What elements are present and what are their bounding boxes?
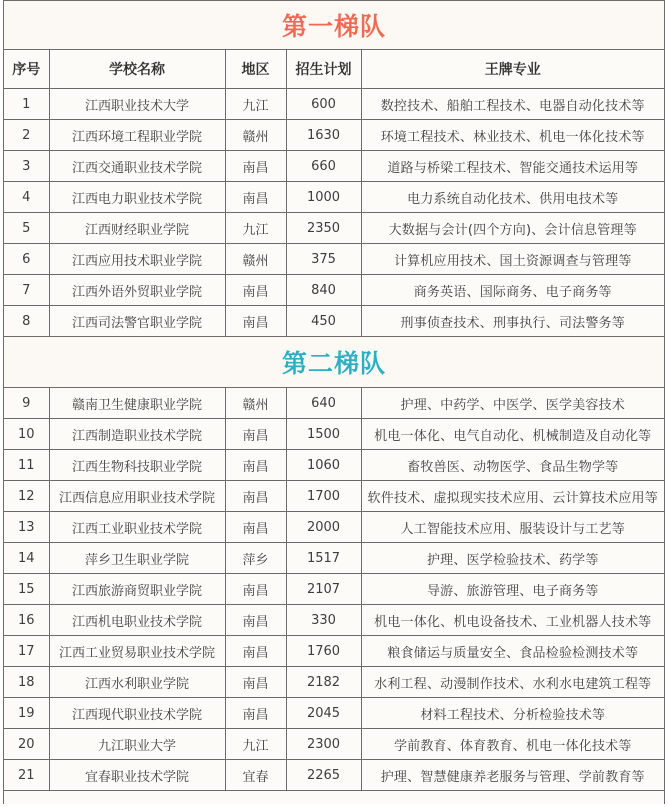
cell-enrollment: 375: [286, 244, 361, 275]
cell-region: 南昌: [225, 306, 286, 337]
cell-enrollment: 1517: [286, 543, 361, 574]
table-row: [4, 481, 664, 512]
cell-school: 江西财经职业学院: [49, 213, 225, 244]
cell-region: 南昌: [225, 419, 286, 450]
cell-school: 江西职业技术大学: [49, 89, 225, 120]
col-header-enrollment: 招生计划: [286, 50, 361, 89]
cell-index: 10: [4, 419, 49, 450]
cell-school: 江西机电职业技术学院: [49, 605, 225, 636]
cell-enrollment: 330: [286, 605, 361, 636]
table-row: [4, 543, 664, 574]
cell-major: 护理、中药学、中医学、医学美容技术: [361, 388, 664, 419]
cell-enrollment: 840: [286, 275, 361, 306]
cell-school: 江西电力职业技术学院: [49, 182, 225, 213]
cell-school: 江西司法警官职业学院: [49, 306, 225, 337]
cell-major: 大数据与会计(四个方向)、会计信息管理等: [361, 213, 664, 244]
cell-region: 赣州: [225, 388, 286, 419]
cell-enrollment: 1060: [286, 450, 361, 481]
cell-enrollment: 2350: [286, 213, 361, 244]
cell-enrollment: 1760: [286, 636, 361, 667]
cell-index: 9: [4, 388, 49, 419]
cell-school: 江西外语外贸职业学院: [49, 275, 225, 306]
cell-index: 4: [4, 182, 49, 213]
cell-school: 江西信息应用职业技术学院: [49, 481, 225, 512]
tier1-table: [4, 50, 664, 337]
table-row: [4, 512, 664, 543]
cell-major: 机电一体化、电气自动化、机械制造及自动化等: [361, 419, 664, 450]
cell-major: 机电一体化、机电设备技术、工业机器人技术等: [361, 605, 664, 636]
cell-major: 软件技术、虚拟现实技术应用、云计算技术应用等: [361, 481, 664, 512]
cell-major: 学前教育、体育教育、机电一体化技术等: [361, 729, 664, 760]
cell-major: 护理、医学检验技术、药学等: [361, 543, 664, 574]
tier2-title: 第二梯队: [281, 349, 386, 378]
cell-region: 南昌: [225, 605, 286, 636]
cell-region: 南昌: [225, 450, 286, 481]
cell-major: 材料工程技术、分析检验技术等: [361, 698, 664, 729]
cell-region: 南昌: [225, 636, 286, 667]
cell-major: 电力系统自动化技术、供用电技术等: [361, 182, 664, 213]
cell-school: 江西交通职业技术学院: [49, 151, 225, 182]
cell-major: 人工智能技术应用、服装设计与工艺等: [361, 512, 664, 543]
cell-enrollment: 640: [286, 388, 361, 419]
cell-major: 粮食储运与质量安全、食品检验检测技术等: [361, 636, 664, 667]
cell-index: 13: [4, 512, 49, 543]
cell-major: 护理、智慧健康养老服务与管理、学前教育等: [361, 760, 664, 791]
table-row: [4, 151, 664, 182]
cell-index: 11: [4, 450, 49, 481]
cell-region: 萍乡: [225, 543, 286, 574]
cell-major: 畜牧兽医、动物医学、食品生物学等: [361, 450, 664, 481]
cell-enrollment: 450: [286, 306, 361, 337]
cell-school: 江西制造职业技术学院: [49, 419, 225, 450]
table-row: [4, 574, 664, 605]
cell-index: 20: [4, 729, 49, 760]
cell-school: 江西应用技术职业学院: [49, 244, 225, 275]
cell-index: 6: [4, 244, 49, 275]
tier1-header: [4, 1, 664, 50]
cell-index: 2: [4, 120, 49, 151]
tier2-body: [4, 388, 664, 791]
cell-index: 21: [4, 760, 49, 791]
cell-school: 江西生物科技职业学院: [49, 450, 225, 481]
table-row: [4, 419, 664, 450]
table-row: [4, 182, 664, 213]
table-row: [4, 605, 664, 636]
col-header-region: 地区: [225, 50, 286, 89]
cell-school: 江西水利职业学院: [49, 667, 225, 698]
table-row: [4, 729, 664, 760]
cell-region: 南昌: [225, 275, 286, 306]
tier2-header: [4, 337, 664, 388]
cell-school: 九江职业大学: [49, 729, 225, 760]
cell-index: 5: [4, 213, 49, 244]
tier1-title: 第一梯队: [281, 12, 386, 41]
table-row: [4, 698, 664, 729]
cell-region: 南昌: [225, 574, 286, 605]
table-row: [4, 89, 664, 120]
cell-region: 九江: [225, 729, 286, 760]
cell-school: 江西现代职业技术学院: [49, 698, 225, 729]
cell-region: 九江: [225, 89, 286, 120]
table-row: [4, 275, 664, 306]
cell-school: 江西工业贸易职业技术学院: [49, 636, 225, 667]
cell-region: 南昌: [225, 512, 286, 543]
cell-index: 1: [4, 89, 49, 120]
table-row: [4, 760, 664, 791]
cell-school: 江西旅游商贸职业学院: [49, 574, 225, 605]
ranking-sheet: [3, 0, 665, 804]
cell-enrollment: 2182: [286, 667, 361, 698]
cell-major: 商务英语、国际商务、电子商务等: [361, 275, 664, 306]
cell-enrollment: 600: [286, 89, 361, 120]
tier2-table: [4, 388, 664, 791]
table-row: [4, 306, 664, 337]
cell-enrollment: 2107: [286, 574, 361, 605]
cell-index: 19: [4, 698, 49, 729]
cell-major: 水利工程、动漫制作技术、水利水电建筑工程等: [361, 667, 664, 698]
cell-school: 江西工业职业技术学院: [49, 512, 225, 543]
cell-region: 南昌: [225, 667, 286, 698]
table-row: [4, 636, 664, 667]
cell-major: 环境工程技术、林业技术、机电一体化技术等: [361, 120, 664, 151]
cell-enrollment: 2300: [286, 729, 361, 760]
table-row: [4, 120, 664, 151]
cell-major: 道路与桥梁工程技术、智能交通技术运用等: [361, 151, 664, 182]
table-row: [4, 667, 664, 698]
cell-major: 导游、旅游管理、电子商务等: [361, 574, 664, 605]
cell-index: 3: [4, 151, 49, 182]
cell-school: 江西环境工程职业学院: [49, 120, 225, 151]
col-header-major: 王牌专业: [361, 50, 664, 89]
cell-enrollment: 2265: [286, 760, 361, 791]
table-row: [4, 450, 664, 481]
cell-major: 计算机应用技术、国土资源调查与管理等: [361, 244, 664, 275]
table-row: [4, 213, 664, 244]
cell-school: 赣南卫生健康职业学院: [49, 388, 225, 419]
tier1-body: [4, 89, 664, 337]
cell-index: 7: [4, 275, 49, 306]
table-row: [4, 244, 664, 275]
cell-enrollment: 1500: [286, 419, 361, 450]
cell-enrollment: 2045: [286, 698, 361, 729]
cell-enrollment: 1630: [286, 120, 361, 151]
cell-index: 18: [4, 667, 49, 698]
cell-index: 17: [4, 636, 49, 667]
cell-major: 数控技术、船舶工程技术、电器自动化技术等: [361, 89, 664, 120]
cell-school: 萍乡卫生职业学院: [49, 543, 225, 574]
col-header-school: 学校名称: [49, 50, 225, 89]
cell-region: 南昌: [225, 182, 286, 213]
cell-enrollment: 1700: [286, 481, 361, 512]
cell-index: 12: [4, 481, 49, 512]
cell-region: 九江: [225, 213, 286, 244]
cell-enrollment: 660: [286, 151, 361, 182]
cell-region: 南昌: [225, 481, 286, 512]
cell-school: 宜春职业技术学院: [49, 760, 225, 791]
table-row: [4, 388, 664, 419]
cell-index: 16: [4, 605, 49, 636]
cell-region: 赣州: [225, 244, 286, 275]
cell-enrollment: 1000: [286, 182, 361, 213]
cell-region: 宜春: [225, 760, 286, 791]
cell-region: 南昌: [225, 698, 286, 729]
cell-index: 14: [4, 543, 49, 574]
cell-index: 15: [4, 574, 49, 605]
header-row: [4, 50, 664, 89]
col-header-index: 序号: [4, 50, 49, 89]
cell-index: 8: [4, 306, 49, 337]
cell-region: 赣州: [225, 120, 286, 151]
cell-region: 南昌: [225, 151, 286, 182]
cell-enrollment: 2000: [286, 512, 361, 543]
cell-major: 刑事侦查技术、刑事执行、司法警务等: [361, 306, 664, 337]
